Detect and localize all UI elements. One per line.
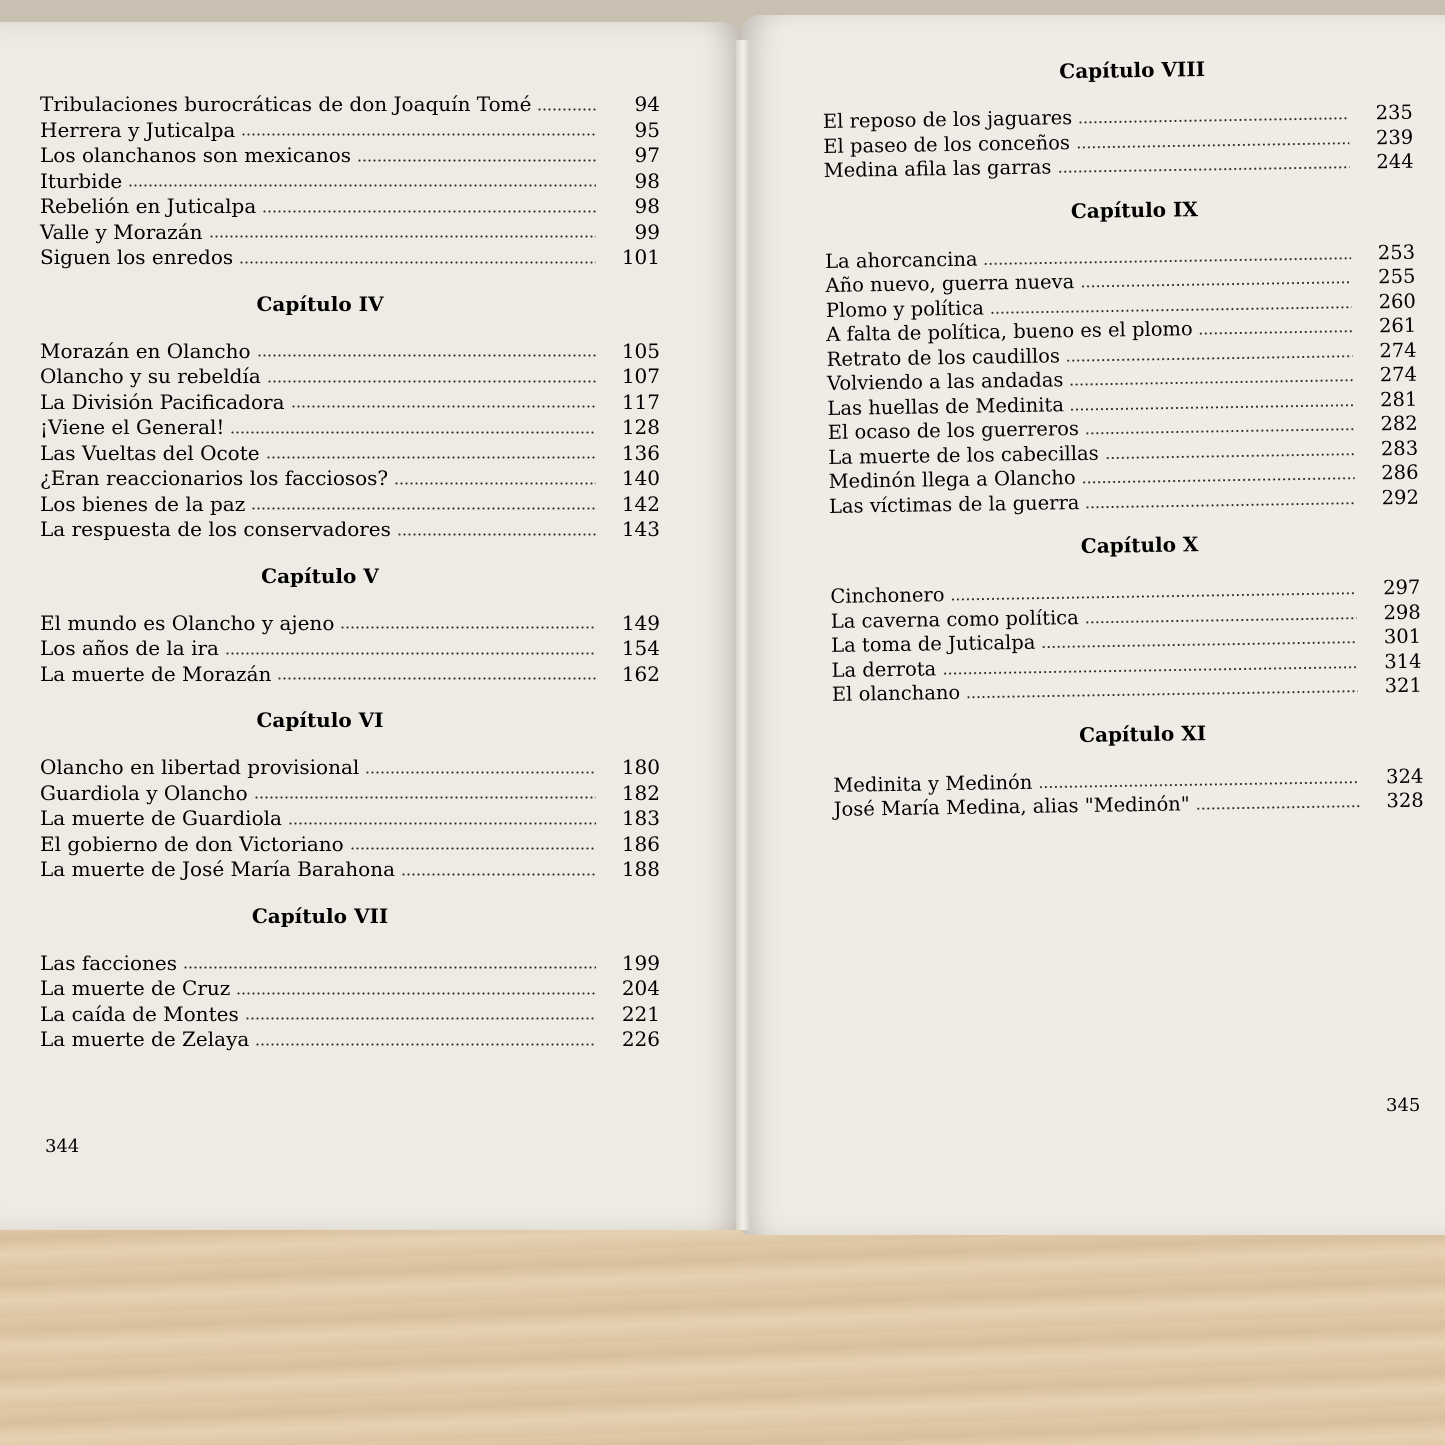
toc-entry-title: La muerte de Cruz [40, 976, 231, 1000]
toc-entry [40, 390, 660, 416]
toc-entry-title: Olancho en libertad provisional [40, 755, 360, 779]
toc-entry-page: 260 [1378, 289, 1417, 313]
toc-entry-title: Las víctimas de la guerra [828, 490, 1080, 518]
toc-entry-page: 95 [634, 117, 660, 142]
dot-leader [1041, 640, 1357, 651]
chapter-heading: Capítulo IX [1070, 196, 1199, 223]
toc-entry-page: 149 [621, 610, 660, 635]
toc-entry-page: 117 [621, 389, 660, 414]
toc-entry-page: 253 [1377, 240, 1416, 264]
toc-entry-page: 321 [1384, 673, 1423, 698]
toc-entry-title: Medina afila las garras [823, 155, 1052, 182]
toc-entry-page: 162 [621, 661, 660, 686]
chapter-heading: Capítulo VII [251, 903, 389, 928]
chapter-heading: Capítulo X [1080, 532, 1199, 558]
toc-entry-title: Rebelión en Juticalpa [40, 194, 257, 218]
toc-entry-title: La derrota [831, 656, 937, 682]
toc-entry-title: Volviendo a las andadas [826, 368, 1064, 395]
toc-entry [40, 951, 660, 977]
dot-leader [394, 481, 596, 487]
right-page-toc [822, 53, 1424, 823]
dot-leader [984, 255, 1352, 267]
dot-leader [288, 821, 596, 827]
toc-entry-title: La División Pacificadora [40, 389, 285, 414]
toc-entry-page: 154 [621, 636, 660, 660]
dot-leader [966, 689, 1358, 701]
dot-leader [230, 430, 596, 436]
toc-entry [40, 169, 660, 195]
dot-leader [340, 625, 596, 631]
dot-leader [241, 132, 596, 138]
toc-entry-page: 292 [1381, 485, 1420, 509]
toc-entry-page: 204 [621, 976, 660, 1000]
toc-entry-title: Los bienes de la paz [40, 491, 246, 516]
toc-entry-title: Las huellas de Medinita [827, 392, 1065, 420]
toc-entry-title: José María Medina, alias "Medinón" [833, 792, 1190, 821]
toc-entry-title: Valle y Morazán [40, 219, 203, 244]
toc-entry-page: 255 [1378, 264, 1416, 289]
toc-entry-page: 188 [621, 857, 660, 881]
toc-entry-title: Año nuevo, guerra nueva [825, 270, 1075, 297]
toc-entry-page: 143 [621, 517, 660, 541]
toc-entry-title: El paseo de los conceños [823, 130, 1071, 158]
toc-entry-page: 183 [621, 806, 660, 830]
toc-entry [40, 92, 660, 118]
toc-entry-title: La caída de Montes [40, 1001, 239, 1026]
toc-entry-title: Morazán en Olancho [40, 338, 251, 363]
wooden-table-surface [0, 1225, 1445, 1445]
toc-entry-page: 281 [1379, 387, 1418, 411]
dot-leader [254, 795, 596, 801]
toc-entry-page: 328 [1386, 788, 1424, 813]
dot-leader [397, 532, 596, 538]
toc-entry [40, 194, 660, 220]
toc-entry [40, 857, 660, 883]
toc-entry-page: 301 [1383, 624, 1422, 649]
toc-entry [40, 118, 660, 144]
toc-entry-page: 186 [621, 831, 660, 856]
dot-leader [1069, 378, 1353, 388]
toc-entry-title: Las Vueltas del Ocote [40, 440, 260, 465]
toc-entry-title: Los años de la ira [40, 636, 219, 660]
toc-entry [40, 466, 660, 492]
toc-entry [40, 364, 660, 390]
toc-entry-title: El ocaso de los guerreros [827, 417, 1080, 444]
dot-leader [239, 260, 596, 266]
toc-entry-page: 274 [1379, 362, 1418, 387]
dot-leader [255, 1042, 596, 1048]
toc-entry-title: La muerte de los cabecillas [828, 441, 1099, 469]
dot-leader [262, 209, 596, 215]
toc-entry-page: 314 [1384, 649, 1422, 673]
toc-entry-page: 98 [634, 194, 660, 218]
book-spine [736, 40, 750, 1230]
left-page-number: 344 [45, 1136, 80, 1157]
toc-entry-page: 282 [1380, 411, 1418, 436]
toc-entry-title: La muerte de Morazán [40, 661, 272, 686]
toc-entry-title: La caverna como política [830, 605, 1079, 633]
toc-entry-page: 239 [1375, 125, 1414, 149]
dot-leader [277, 676, 596, 682]
toc-entry-page: 226 [621, 1027, 660, 1051]
toc-entry-title: La muerte de Zelaya [40, 1027, 250, 1051]
toc-entry-title: Los olanchanos son mexicanos [40, 143, 352, 167]
dot-leader [291, 404, 596, 410]
toc-entry [40, 976, 660, 1002]
toc-entry-title: La muerte de José María Barahona [40, 857, 396, 881]
toc-entry-title: Siguen los enredos [40, 245, 234, 269]
dot-leader [350, 846, 596, 852]
dot-leader [209, 234, 596, 240]
dot-leader [1057, 165, 1349, 176]
chapter-heading: Capítulo XI [1078, 720, 1207, 747]
toc-entry-title: El gobierno de don Victoriano [40, 831, 344, 856]
toc-entry-page: 140 [621, 466, 660, 490]
toc-entry-page: 99 [634, 219, 660, 244]
dot-leader [1082, 476, 1355, 486]
toc-entry [40, 441, 660, 467]
dot-leader [1070, 402, 1354, 412]
toc-entry [40, 415, 660, 441]
toc-entry-title: Medinón llega a Olancho [828, 466, 1076, 493]
toc-entry [40, 806, 660, 832]
toc-entry-page: 128 [621, 415, 660, 439]
dot-leader [1105, 451, 1355, 461]
dot-leader [183, 965, 596, 971]
toc-entry-page: 101 [621, 245, 660, 269]
toc-entry-title: El olanchano [831, 680, 961, 706]
toc-entry [40, 517, 660, 543]
dot-leader [1066, 353, 1353, 364]
chapter-heading: Capítulo IV [256, 291, 384, 316]
toc-entry-title: El mundo es Olancho y ajeno [40, 610, 335, 635]
toc-entry-page: 136 [621, 440, 660, 465]
toc-entry-title: La toma de Juticalpa [830, 630, 1036, 657]
toc-entry [40, 636, 660, 662]
toc-entry-title: ¿Eran reaccionarios los facciosos? [40, 466, 389, 490]
toc-entry-page: 142 [621, 491, 660, 516]
dot-leader [245, 1016, 596, 1022]
toc-entry-page: 244 [1376, 149, 1414, 174]
toc-entry-title: A falta de política, bueno es el plomo [826, 317, 1193, 346]
right-page-number: 345 [1386, 1095, 1421, 1116]
chapter-heading: Capítulo V [261, 563, 379, 588]
toc-entry-page: 297 [1382, 575, 1421, 600]
toc-entry-page: 298 [1383, 600, 1421, 624]
toc-entry-title: Retrato de los caudillos [826, 343, 1061, 371]
toc-entry [40, 1027, 660, 1053]
toc-entry-page: 324 [1385, 764, 1424, 788]
dot-leader [225, 651, 596, 657]
toc-entry-page: 180 [621, 755, 660, 779]
toc-entry [40, 245, 660, 271]
dot-leader [1085, 500, 1355, 510]
toc-entry [40, 143, 660, 169]
dot-leader [357, 158, 596, 164]
dot-leader [267, 379, 596, 385]
dot-leader [1085, 427, 1354, 437]
toc-entry-page: 286 [1381, 460, 1419, 485]
chapter-heading: Capítulo VI [256, 708, 384, 732]
toc-entry-page: 98 [634, 168, 660, 193]
toc-entry-page: 107 [621, 364, 660, 388]
dot-leader [128, 183, 596, 189]
toc-entry [40, 755, 660, 781]
toc-entry-title: Cinchonero [830, 583, 945, 608]
toc-entry-page: 105 [621, 338, 660, 363]
chapter-heading: Capítulo VIII [1059, 56, 1206, 84]
dot-leader [1078, 116, 1349, 126]
toc-entry-page: 199 [621, 950, 660, 975]
toc-entry-title: Medinita y Medinón [833, 770, 1033, 797]
toc-entry [40, 492, 660, 518]
dot-leader [990, 304, 1352, 316]
dot-leader [1080, 280, 1351, 290]
toc-entry-page: 274 [1379, 338, 1417, 362]
toc-entry-title: Herrera y Juticalpa [40, 117, 236, 142]
dot-leader [1038, 779, 1359, 790]
toc-entry-title: ¡Viene el General! [40, 415, 225, 439]
dot-leader [257, 353, 597, 359]
toc-entry [40, 781, 660, 807]
toc-entry-title: La muerte de Guardiola [40, 806, 282, 830]
toc-entry [40, 611, 660, 637]
toc-entry [40, 339, 660, 365]
toc-entry-title: Guardiola y Olancho [40, 780, 248, 805]
dot-leader [537, 107, 596, 113]
dot-leader [1085, 615, 1357, 625]
toc-entry-page: 94 [634, 92, 660, 116]
toc-entry-title: El reposo de los jaguares [822, 106, 1073, 133]
toc-entry [40, 662, 660, 688]
left-page-toc [40, 92, 660, 1053]
toc-entry [40, 832, 660, 858]
dot-leader [236, 991, 596, 997]
dot-leader [1076, 140, 1349, 150]
toc-entry-page: 97 [634, 143, 660, 167]
dot-leader [1199, 329, 1353, 337]
toc-entry-page: 182 [621, 780, 660, 805]
toc-entry-page: 261 [1378, 313, 1417, 338]
toc-entry-page: 283 [1380, 436, 1419, 460]
dot-leader [365, 770, 596, 776]
toc-entry-title: Las facciones [40, 950, 177, 975]
toc-entry-title: Iturbide [40, 168, 123, 193]
toc-entry-page: 221 [621, 1001, 660, 1026]
toc-entry [40, 220, 660, 246]
toc-entry [40, 1002, 660, 1028]
dot-leader [401, 872, 596, 878]
toc-entry-title: Plomo y política [825, 295, 985, 322]
toc-entry-title: La respuesta de los conservadores [40, 517, 391, 541]
toc-entry-title: Tribulaciones burocráticas de don Joaquín Tomé [40, 92, 532, 116]
toc-entry-title: Olancho y su rebeldía [40, 364, 261, 388]
dot-leader [266, 455, 596, 461]
dot-leader [1196, 804, 1360, 813]
dot-leader [251, 506, 596, 512]
toc-entry-title: La ahorcancina [824, 247, 978, 273]
toc-entry-page: 235 [1375, 100, 1414, 125]
